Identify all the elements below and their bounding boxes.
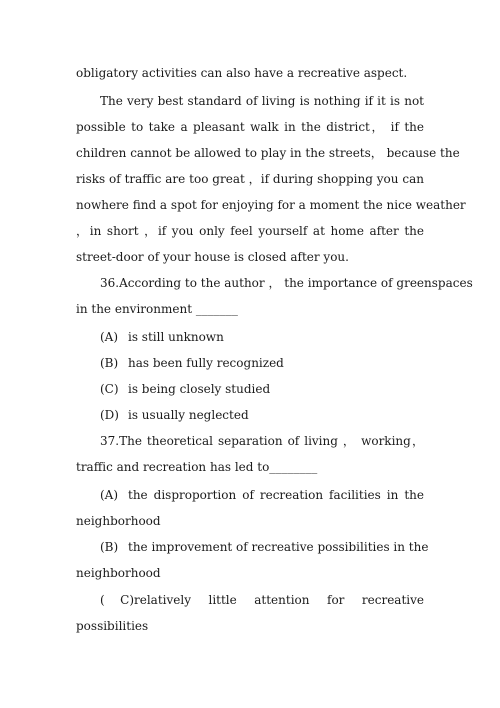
- question-36-option-a: [100, 328, 424, 346]
- question-36-stem-cont: in the environment _______: [76, 302, 238, 316]
- option-label: (C): [100, 382, 119, 396]
- option-label: (A): [100, 330, 119, 344]
- option-text: is being closely studied: [128, 382, 271, 396]
- question-36-option-c: [100, 380, 424, 398]
- passage-line: obligatory activities can also have a recreative aspect.: [76, 66, 408, 80]
- question-36-stem: [100, 274, 473, 292]
- question-37-stem-cont: traffic and recreation has led to________: [76, 460, 318, 474]
- option-text-cont: neighborhood: [76, 566, 161, 580]
- question-37-stem: [100, 432, 424, 450]
- option-label: (B): [100, 540, 119, 554]
- passage-line: nowhere find a spot for enjoying for a moment the nice weather: [76, 198, 466, 212]
- option-text: has been fully recognized: [128, 356, 284, 370]
- passage-line: ，in short ，if you only feel yourself at home after the: [76, 224, 424, 238]
- option-text: is usually neglected: [128, 408, 249, 422]
- option-label: (B): [100, 356, 119, 370]
- passage-line: possible to take a pleasant walk in the district， if the: [76, 120, 424, 134]
- option-text-cont: possibilities: [76, 619, 149, 633]
- question-number: 37.: [100, 434, 120, 448]
- option-text: the improvement of recreative possibilities in the: [128, 540, 429, 554]
- option-text: relatively little attention for recreative: [134, 593, 424, 607]
- option-text-cont: neighborhood: [76, 514, 161, 528]
- option-label: (D): [100, 408, 119, 422]
- question-37-option-b: [100, 538, 429, 556]
- option-label: (A): [100, 488, 119, 502]
- passage-line: risks of traffic are too great ，if during shopping you can: [76, 172, 424, 186]
- question-36-option-b: [100, 354, 424, 372]
- question-text: According to the author ， the importance of greenspaces: [119, 276, 473, 290]
- option-text: is still unknown: [128, 330, 224, 344]
- question-37-option-a: [100, 486, 424, 504]
- passage-paragraph-start: The very best standard of living is nothing if it is not: [100, 94, 424, 108]
- question-number: 36.: [100, 276, 120, 290]
- option-label: ( C): [100, 593, 134, 607]
- passage-line: children cannot be allowed to play in the streets， because the: [76, 146, 460, 160]
- option-text: the disproportion of recreation facilities in the: [128, 488, 424, 502]
- question-text: The theoretical separation of living ， working，: [119, 434, 424, 448]
- question-37-option-c: [100, 591, 424, 609]
- passage-line: street-door of your house is closed after you.: [76, 250, 349, 264]
- question-36-option-d: [100, 406, 424, 424]
